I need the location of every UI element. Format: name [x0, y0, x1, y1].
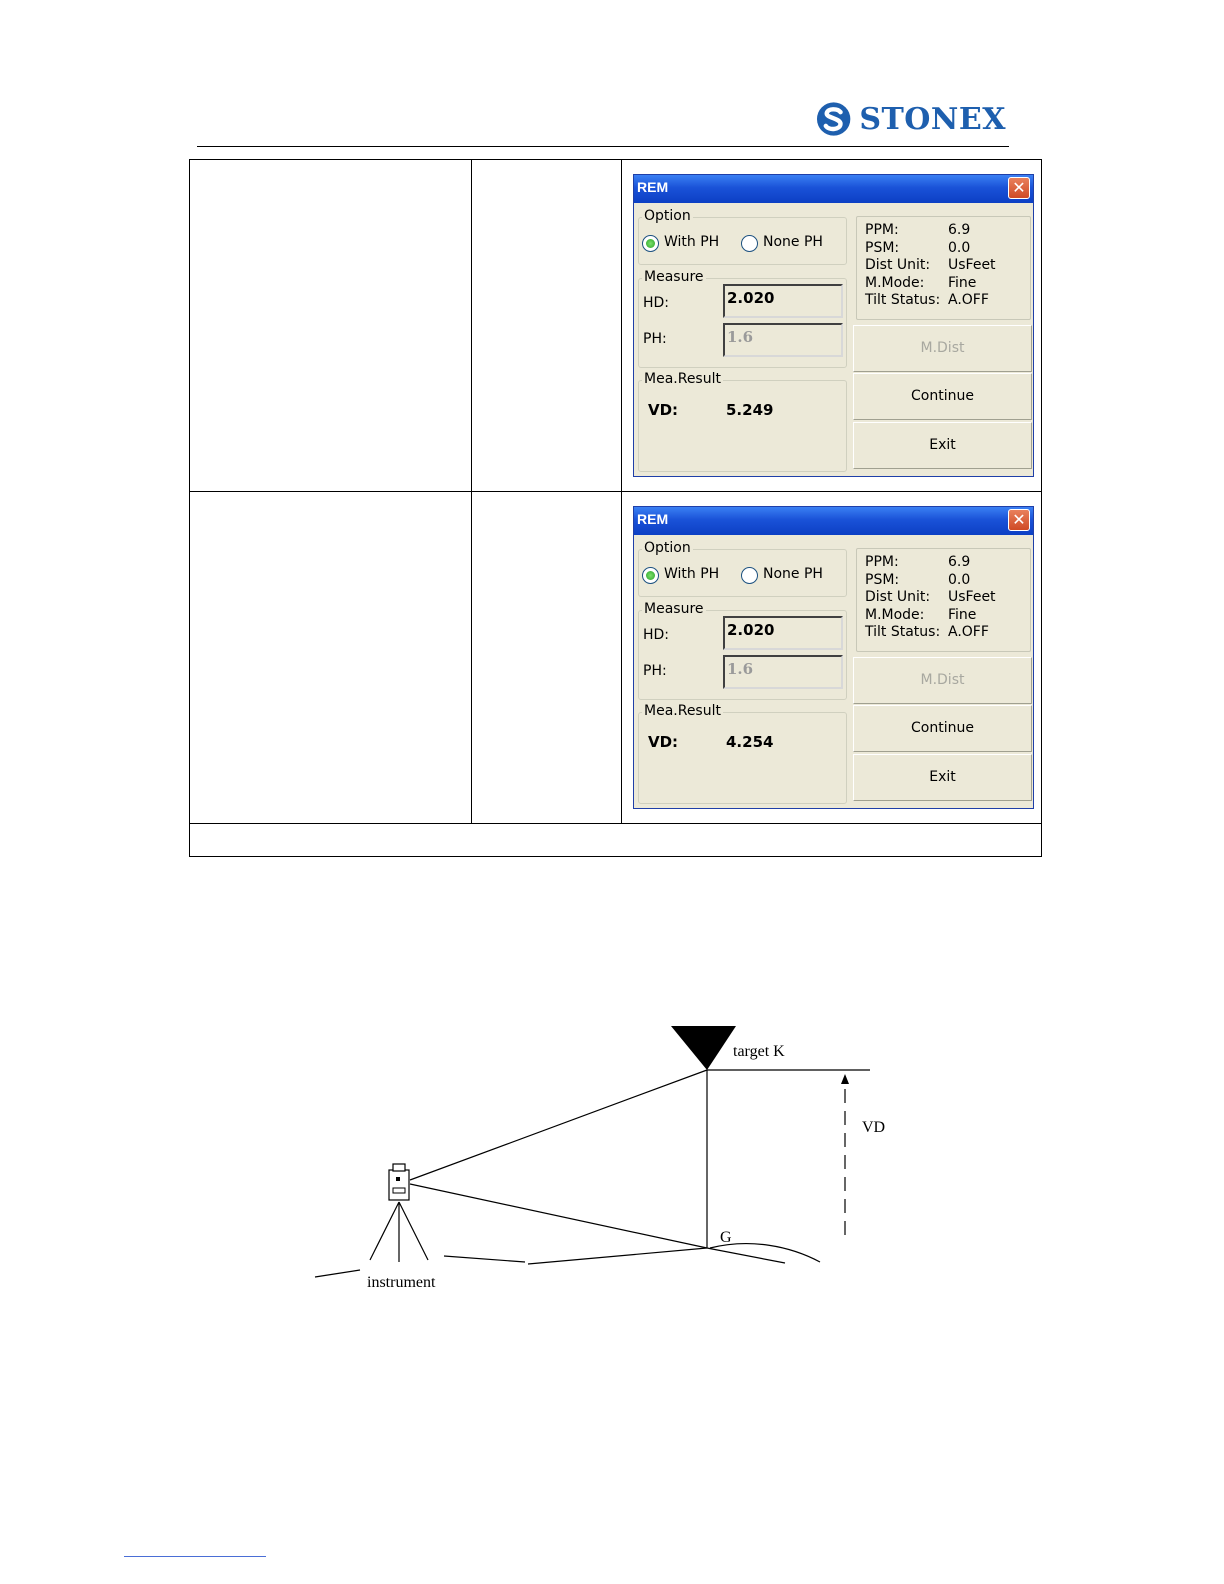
hd-label: HD: [643, 295, 670, 311]
table-row-divider [190, 823, 1041, 824]
measure-legend: Measure [644, 269, 704, 285]
mmode-label: M.Mode: [865, 606, 925, 623]
stonex-logo [816, 98, 1006, 140]
vd-label: VD: [648, 401, 679, 419]
psm-label: PSM: [865, 239, 900, 256]
result-legend: Mea.Result [644, 703, 721, 719]
header-divider [197, 146, 1009, 147]
ph-label: PH: [643, 663, 667, 679]
exit-button[interactable]: Exit [853, 422, 1032, 469]
ppm-value: 6.9 [948, 222, 971, 238]
footer-link-underline [124, 1556, 266, 1557]
ground-point-label: G [720, 1229, 732, 1246]
with-ph-radio[interactable] [642, 235, 659, 252]
dist-unit-label: Dist Unit: [865, 257, 931, 274]
none-ph-radio[interactable] [741, 567, 758, 584]
total-station-icon [370, 1164, 428, 1262]
vd-label: VD [862, 1119, 886, 1136]
ph-input: 1.6 [723, 323, 843, 357]
hd-label: HD: [643, 627, 670, 643]
psm-value: 0.0 [948, 571, 971, 588]
tilt-status-label: Tilt Status: [865, 624, 941, 641]
continue-button[interactable]: Continue [853, 705, 1032, 752]
ground-line [528, 1248, 707, 1264]
exit-button[interactable]: Exit [853, 754, 1032, 801]
psm-value: 0.0 [948, 239, 971, 256]
continue-button[interactable]: Continue [853, 373, 1032, 420]
ground-line [444, 1256, 525, 1262]
option-legend: Option [644, 540, 691, 556]
mdist-button: M.Dist [853, 657, 1032, 704]
none-ph-label: None PH [763, 234, 823, 250]
vd-label: VD: [648, 733, 679, 751]
sight-line-to-target [410, 1070, 707, 1180]
mmode-value: Fine [948, 606, 977, 623]
ppm-value: 6.9 [948, 554, 971, 570]
none-ph-radio[interactable] [741, 235, 758, 252]
arrow-head-icon [841, 1074, 849, 1084]
none-ph-label: None PH [763, 566, 823, 582]
hd-input[interactable]: 2.020 [723, 284, 843, 318]
close-button[interactable]: ✕ [1008, 509, 1030, 531]
brand-name: STONEX [859, 101, 1006, 137]
result-legend: Mea.Result [644, 371, 721, 387]
with-ph-label: With PH [664, 234, 720, 250]
result-group [638, 380, 847, 472]
dialog-title: REM [637, 511, 669, 527]
measure-legend: Measure [644, 601, 704, 617]
ph-label: PH: [643, 331, 667, 347]
ph-input: 1.6 [723, 655, 843, 689]
status-info-panel [856, 216, 1031, 320]
ground-line [315, 1270, 360, 1277]
stonex-s-icon [816, 101, 851, 137]
hd-input[interactable]: 2.020 [723, 616, 843, 650]
tilt-status-value: A.OFF [948, 292, 989, 309]
dialog-title: REM [637, 179, 669, 195]
mmode-label: M.Mode: [865, 274, 925, 291]
option-legend: Option [644, 208, 691, 224]
rem-diagram [300, 1010, 920, 1310]
rem-dialog [633, 174, 1034, 477]
ground-line [707, 1248, 785, 1263]
mmode-value: Fine [948, 274, 977, 291]
mdist-button: M.Dist [853, 325, 1032, 372]
close-button[interactable]: ✕ [1008, 177, 1030, 199]
status-info-panel [856, 548, 1031, 652]
target-label: target K [733, 1043, 785, 1060]
dist-unit-label: Dist Unit: [865, 589, 931, 606]
psm-label: PSM: [865, 571, 900, 588]
target-prism-icon [671, 1026, 736, 1070]
dist-unit-value: UsFeet [948, 589, 996, 606]
result-group [638, 712, 847, 804]
dialog-titlebar [634, 175, 1033, 203]
dialog-titlebar [634, 507, 1033, 535]
rem-dialog [633, 506, 1034, 809]
sight-line-to-ground [410, 1184, 707, 1248]
tilt-status-value: A.OFF [948, 624, 989, 641]
with-ph-radio[interactable] [642, 567, 659, 584]
ppm-label: PPM: [865, 222, 899, 238]
with-ph-label: With PH [664, 566, 720, 582]
instrument-label: instrument [367, 1274, 436, 1291]
ppm-label: PPM: [865, 554, 899, 570]
vd-value: 4.254 [726, 733, 774, 751]
vd-value: 5.249 [726, 401, 774, 419]
tilt-status-label: Tilt Status: [865, 292, 941, 309]
dist-unit-value: UsFeet [948, 257, 996, 274]
table-row-divider [190, 491, 1041, 492]
